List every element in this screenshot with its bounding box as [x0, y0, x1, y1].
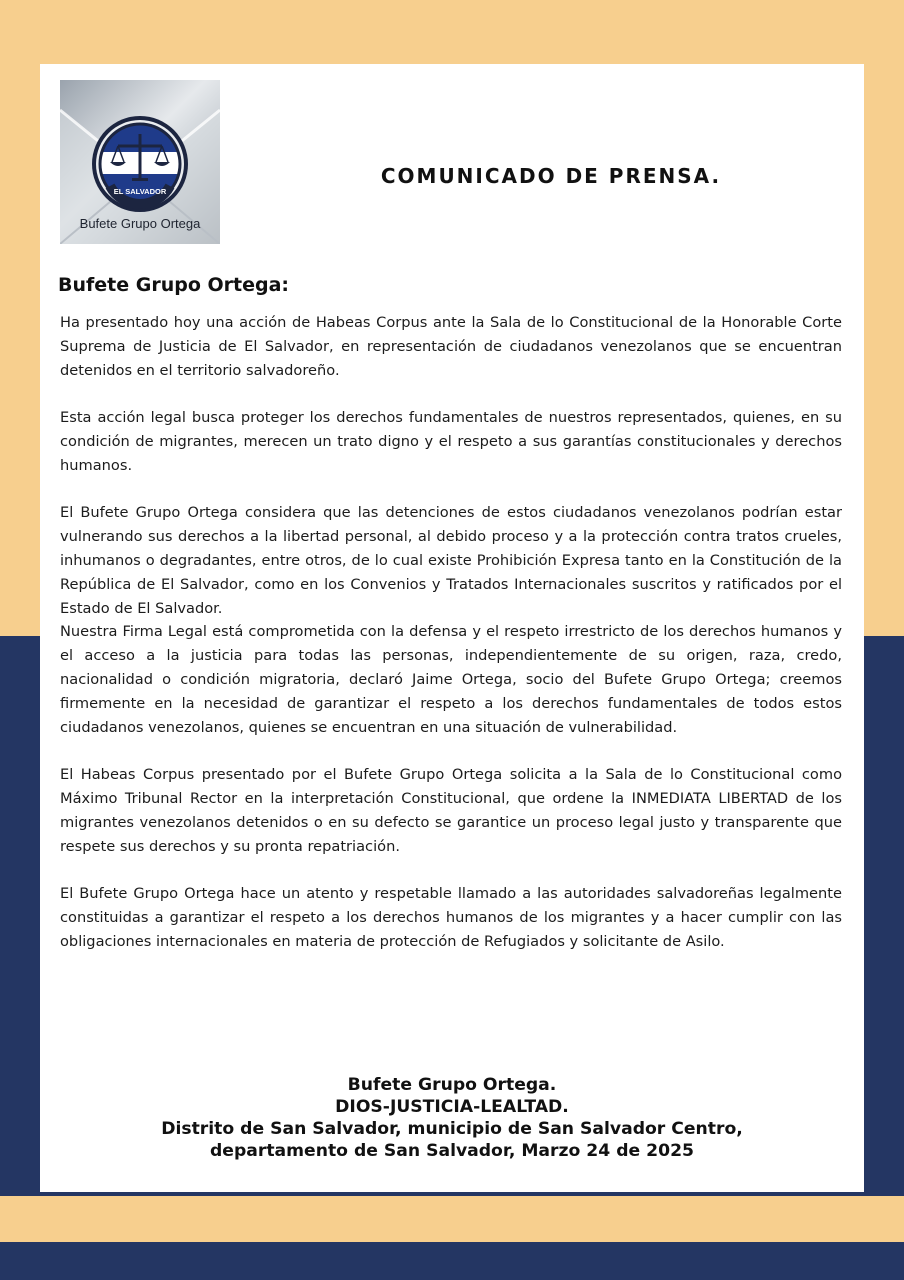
logo-caption: Bufete Grupo Ortega	[79, 216, 201, 231]
press-release-title: COMUNICADO DE PRENSA.	[380, 164, 722, 188]
paragraph: Ha presentado hoy una acción de Habeas Corpus ante la Sala de lo Constitucional de la Honorable Corte Suprema de Justicia de El Salvador, en representación de ciudadanos venezolanos que se encuentran detenidos en el territorio salvadoreño.	[60, 314, 842, 379]
paragraph: El Habeas Corpus presentado por el Bufete Grupo Ortega solicita a la Sala de lo Constitucional como Máximo Tribunal Rector en la interpretación Constitucional, que ordene la INMEDIATA LIBERTAD de los migrantes venezolanos detenidos o en su defecto se garantice un proceso legal justo y transparente que respete sus derechos y su pronta repatriación.	[60, 766, 842, 855]
bottom-navy-band	[0, 1242, 904, 1280]
press-release-body	[60, 311, 842, 954]
press-release-page	[40, 64, 864, 1192]
paragraph: Esta acción legal busca proteger los derechos fundamentales de nuestros representados, quienes, en su condición de migrantes, merecen un trato digno y el respeto a sus garantías constitucionales y derechos humanos.	[60, 409, 842, 474]
signature-motto: DIOS-JUSTICIA-LEALTAD.	[335, 1097, 569, 1117]
paragraph: Nuestra Firma Legal está comprometida con la defensa y el respeto irrestricto de los derechos humanos y el acceso a la justicia para todas las personas, independientemente de su origen, raza, credo, nacionalidad o condición migratoria, declaró Jaime Ortega, socio del Bufete Grupo Ortega; creemos firmemente en la necesidad de garantizar el respeto a los derechos fundamentales de todos estos ciudadanos venezolanos, quienes se encuentran en una situación de vulnerabilidad.	[60, 623, 842, 736]
paragraph: El Bufete Grupo Ortega considera que las detenciones de estos ciudadanos venezolanos podrían estar vulnerando sus derechos a la libertad personal, al debido proceso y a la protección contra tratos crueles, inhumanos o degradantes, entre otros, de lo cual existe Prohibición Expresa tanto en la Constitución de la República de El Salvador, como en los Convenios y Tratados Internacionales suscritos y ratificados por el Estado de El Salvador.	[60, 504, 842, 617]
signature-firm: Bufete Grupo Ortega.	[347, 1075, 557, 1095]
scales-of-justice-icon	[90, 114, 190, 214]
signature-block	[40, 1074, 864, 1162]
firm-logo	[60, 80, 220, 244]
firm-heading: Bufete Grupo Ortega:	[58, 274, 290, 296]
seal-text: EL SALVADOR	[113, 187, 167, 196]
paragraph: El Bufete Grupo Ortega hace un atento y respetable llamado a las autoridades salvadoreñas legalmente constituidas a garantizar el respeto a los derechos humanos de los migrantes y a hacer cumplir con las obligaciones internacionales en materia de protección de Refugiados y solicitante de Asilo.	[60, 885, 842, 950]
signature-location: Distrito de San Salvador, municipio de San Salvador Centro,	[161, 1119, 743, 1139]
signature-date: departamento de San Salvador, Marzo 24 de 2025	[209, 1141, 694, 1161]
